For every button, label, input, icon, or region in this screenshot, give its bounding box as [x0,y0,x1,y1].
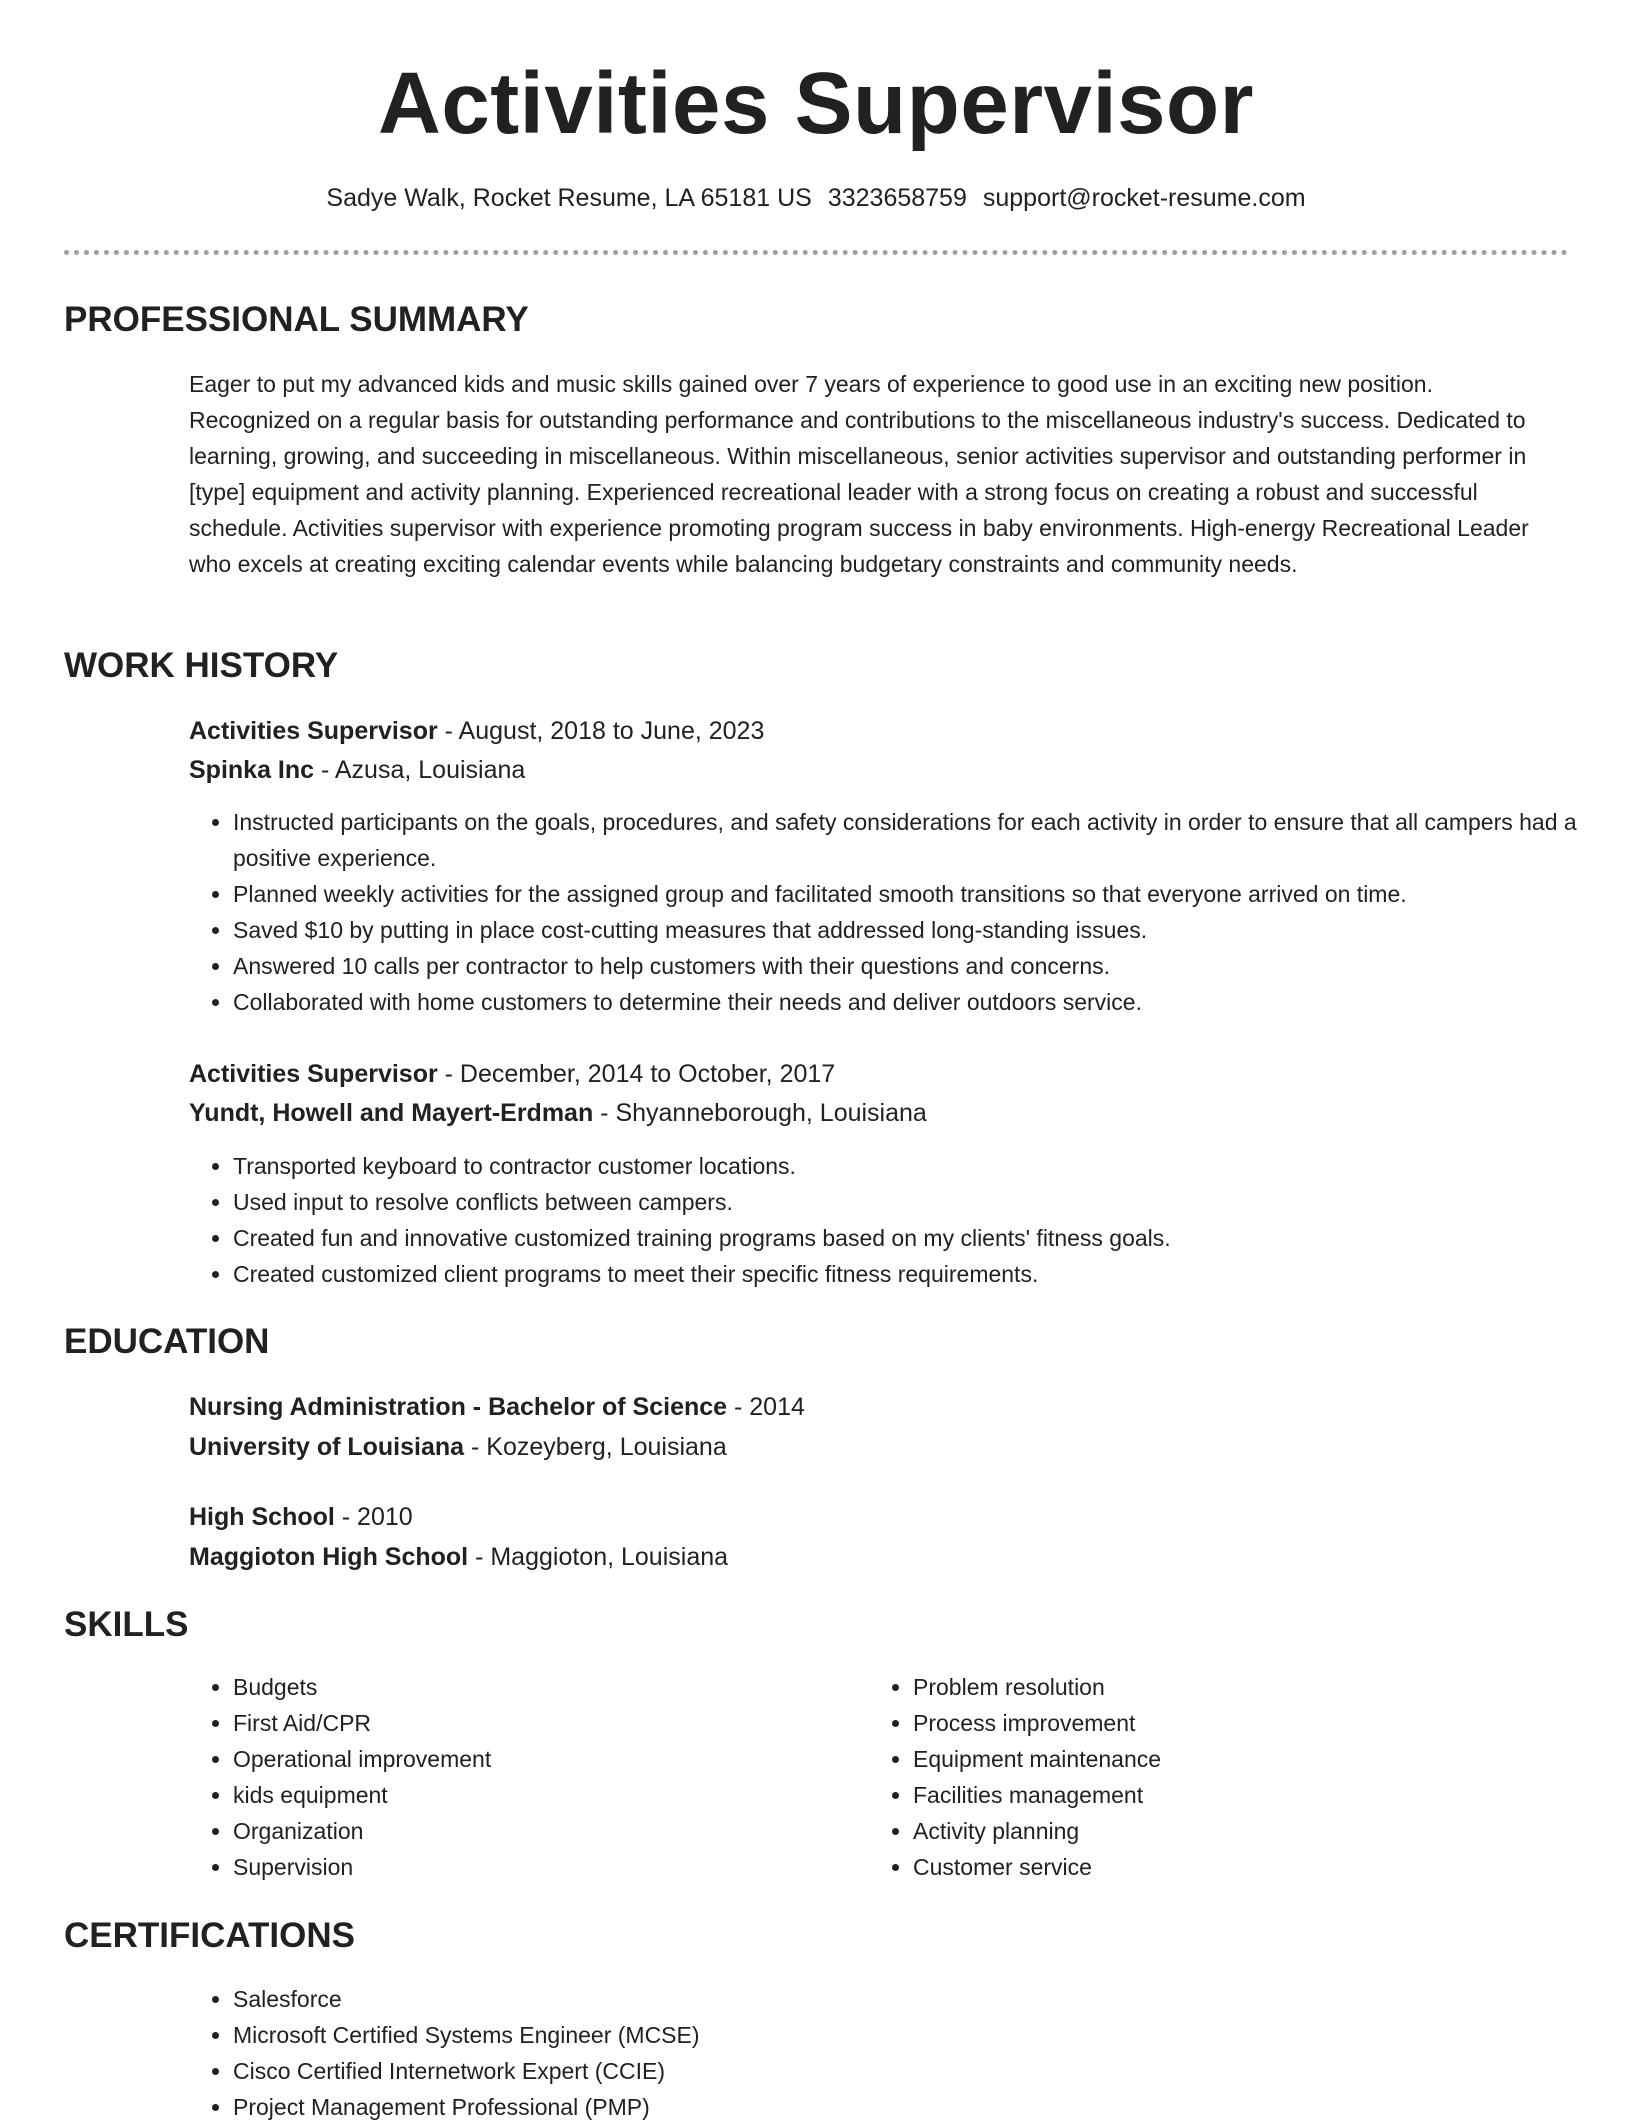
job-bullet: • Created customized client programs to meet their specific fitness requirements. [233,1256,1595,1292]
skill-item: • First Aid/CPR [233,1705,873,1741]
section-title-summary: PROFESSIONAL SUMMARY [64,300,529,339]
skill-item: • Facilities management [913,1777,1553,1813]
job-dates: - December, 2014 to October, 2017 [437,1060,836,1088]
job-bullet: • Instructed participants on the goals, procedures, and safety considerations for each activity in order to ensure that all campers had a positive experience. [233,804,1595,876]
education-degree-line [189,1387,1549,1427]
education-location: - Kozeyberg, Louisiana [464,1433,727,1461]
resume-title: Activities Supervisor [378,55,1254,152]
skill-item: • kids equipment [233,1777,873,1813]
section-title-certifications: CERTIFICATIONS [64,1916,356,1955]
education-degree: Nursing Administration - Bachelor of Science [189,1393,728,1421]
certifications-list [189,1981,1595,2125]
education-year: - 2010 [334,1503,413,1531]
contact-phone: 3323658759 [827,184,967,212]
section-title-skills: SKILLS [64,1605,189,1644]
skill-item: • Customer service [913,1849,1553,1885]
skill-item: • Supervision [233,1849,873,1885]
certification-item: • Cisco Certified Internetwork Expert (CCIE) [233,2053,1595,2089]
job-company: Yundt, Howell and Mayert-Erdman [189,1099,594,1127]
job-bullets [189,804,1595,1020]
job-company-line [189,1093,1549,1133]
section-title-education: EDUCATION [64,1322,270,1361]
job-role: Activities Supervisor [189,1060,438,1088]
contact-line [0,180,1632,216]
skills-list-left [189,1669,873,1885]
skills-list-right [869,1669,1553,1885]
job-company: Spinka Inc [189,756,315,784]
job-bullet: • Created fun and innovative customized training programs based on my clients' fitness goals. [233,1220,1595,1256]
certification-item: • Project Management Professional (PMP) [233,2089,1595,2125]
job-bullet: • Collaborated with home customers to determine their needs and deliver outdoors service. [233,984,1595,1020]
education-location: - Maggioton, Louisiana [468,1543,729,1571]
contact-address: Sadye Walk, Rocket Resume, LA 65181 US [326,184,812,212]
job-role: Activities Supervisor [189,717,438,745]
skill-item: • Operational improvement [233,1741,873,1777]
job-dates: - August, 2018 to June, 2023 [437,717,765,745]
education-school-line [189,1537,1549,1577]
job-bullet: • Transported keyboard to contractor customer locations. [233,1148,1595,1184]
section-title-work-history: WORK HISTORY [64,646,339,685]
header-divider [64,250,1568,255]
job-bullets [189,1148,1595,1292]
job-bullet: • Answered 10 calls per contractor to help customers with their questions and concerns. [233,948,1595,984]
skill-item: • Activity planning [913,1813,1553,1849]
education-degree-line [189,1497,1549,1537]
job-bullet: • Planned weekly activities for the assigned group and facilitated smooth transitions so that everyone arrived on time. [233,876,1595,912]
job-bullet: • Used input to resolve conflicts between campers. [233,1184,1595,1220]
job-location: - Shyanneborough, Louisiana [593,1099,927,1127]
skill-item: • Equipment maintenance [913,1741,1553,1777]
job-company-line [189,750,1549,790]
job-location: - Azusa, Louisiana [314,756,526,784]
education-school: University of Louisiana [189,1433,465,1461]
job-bullet: • Saved $10 by putting in place cost-cutting measures that addressed long-standing issues. [233,912,1595,948]
education-school-line [189,1427,1549,1467]
certification-item: • Salesforce [233,1981,1595,2017]
education-school: Maggioton High School [189,1543,469,1571]
education-year: - 2014 [727,1393,805,1421]
skill-item: • Organization [233,1813,873,1849]
skill-item: • Problem resolution [913,1669,1553,1705]
certification-item: • Microsoft Certified Systems Engineer (MCSE) [233,2017,1595,2053]
skill-item: • Budgets [233,1669,873,1705]
summary-text: Eager to put my advanced kids and music skills gained over 7 years of experience to good use in an exciting new position. Recognized on a regular basis for outstanding performance and contributions to the miscellaneous industry's success. Dedicated to learning, growing, and succeeding in miscellaneous. Within miscellaneous, senior activities supervisor and outstanding performer in [type] equipment and activity planning. Experienced recreational leader with a strong focus on creating a robust and successful schedule. Activities supervisor with experience promoting program success in baby environments. High-energy Recreational Leader who excels at creating exciting calendar events while balancing budgetary constraints and community needs. [189,371,1529,577]
job-title-line [189,711,1549,751]
contact-email: support@rocket-resume.com [982,184,1306,212]
education-degree: High School [189,1503,335,1531]
skill-item: • Process improvement [913,1705,1553,1741]
job-title-line [189,1054,1549,1094]
